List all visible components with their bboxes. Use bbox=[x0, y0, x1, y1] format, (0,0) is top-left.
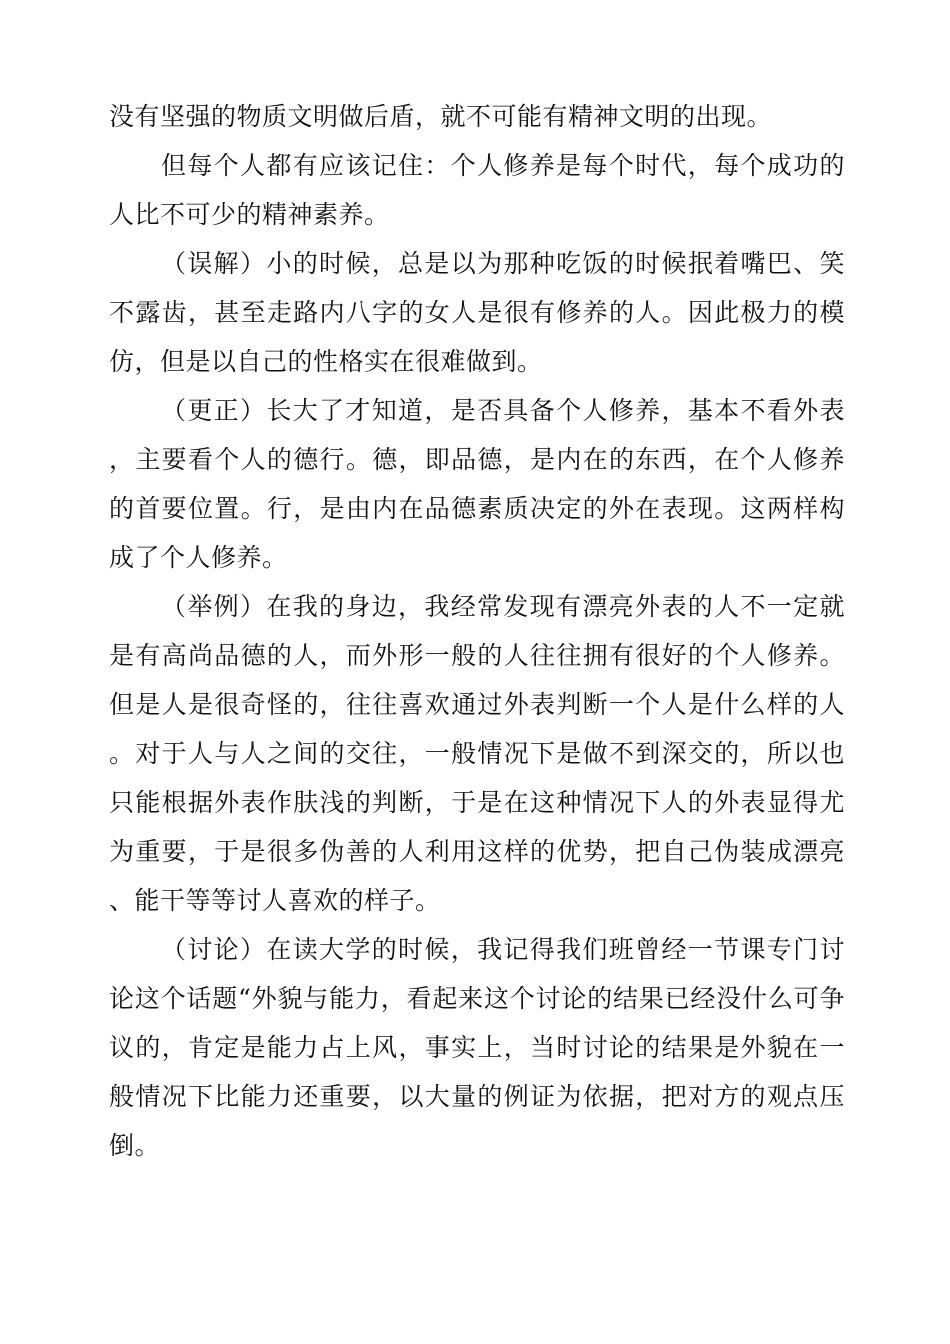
document-body bbox=[109, 92, 845, 1170]
paragraph-4: （更正）长大了才知道，是否具备个人修养，基本不看外表，主要看个人的德行。德，即品德，是内在的东西，在个人修养的首要位置。行，是由内在品德素质决定的外在表现。这两样构成了个人修养。 bbox=[109, 396, 845, 572]
paragraph-6: （讨论）在读大学的时候，我记得我们班曾经一节课专门讨论这个话题“外貌与能力，看起来这个讨论的结果已经没什么可争议的，肯定是能力占上风，事实上，当时讨论的结果是外貌在一般情况下比能力还重要，以大量的例证为依据，把对方的观点压倒。 bbox=[109, 935, 845, 1160]
paragraph-2: 但每个人都有应该记住：个人修养是每个时代，每个成功的人比不可少的精神素养。 bbox=[109, 151, 845, 229]
paragraph-5: （举例）在我的身边，我经常发现有漂亮外表的人不一定就是有高尚品德的人，而外形一般的人往往拥有很好的个人修养。但是人是很奇怪的，往往喜欢通过外表判断一个人是什么样的人。对于人与人之间的交往，一般情况下是做不到深交的，所以也只能根据外表作肤浅的判断，于是在这种情况下人的外表显得尤为重要，于是很多伪善的人利用这样的优势，把自己伪装成漂亮、能干等等讨人喜欢的样子。 bbox=[109, 592, 845, 915]
paragraph-3: （误解）小的时候，总是以为那种吃饭的时候抿着嘴巴、笑不露齿，甚至走路内八字的女人是很有修养的人。因此极力的模仿，但是以自己的性格实在很难做到。 bbox=[109, 249, 845, 376]
paragraph-1: 没有坚强的物质文明做后盾，就不可能有精神文明的出现。 bbox=[109, 102, 773, 131]
